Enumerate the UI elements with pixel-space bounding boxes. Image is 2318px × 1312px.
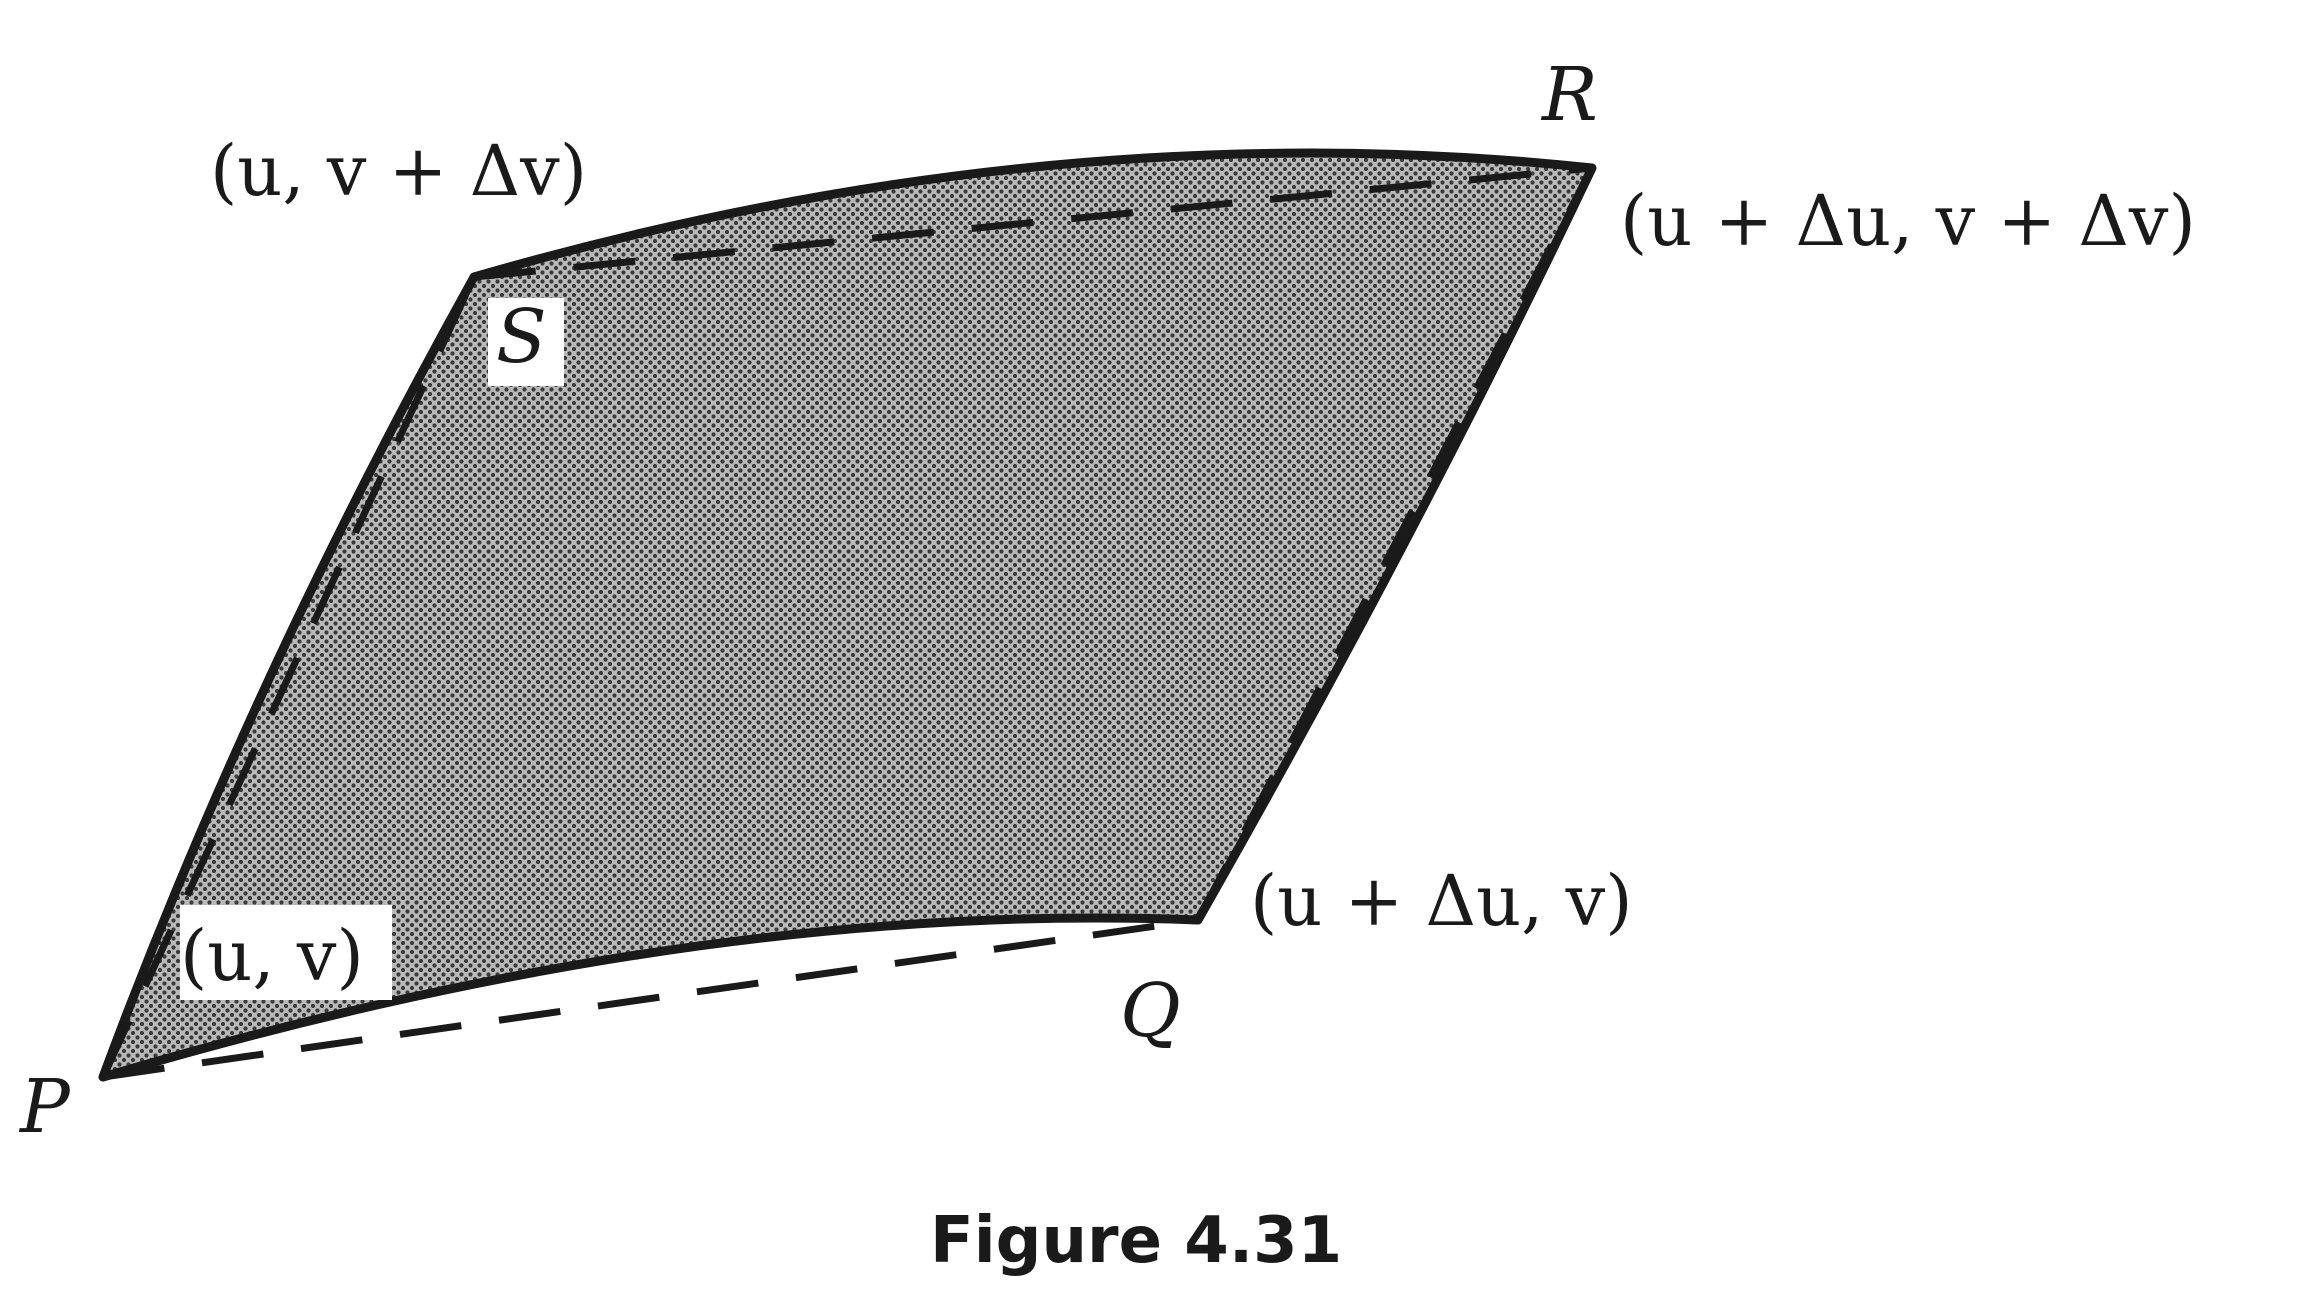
point-label-r: R [1542,52,1598,138]
coordinate-label-p: (u, v) [180,915,364,997]
point-label-s: S [496,294,547,380]
coordinate-label-s: (u, v + Δv) [210,130,588,212]
coordinate-label-r: (u + Δu, v + Δv) [1620,180,2196,262]
figure-caption: Figure 4.31 [930,1204,1343,1278]
coordinate-label-q: (u + Δu, v) [1250,860,1633,942]
point-label-p: P [20,1064,70,1150]
point-label-q: Q [1120,968,1181,1054]
